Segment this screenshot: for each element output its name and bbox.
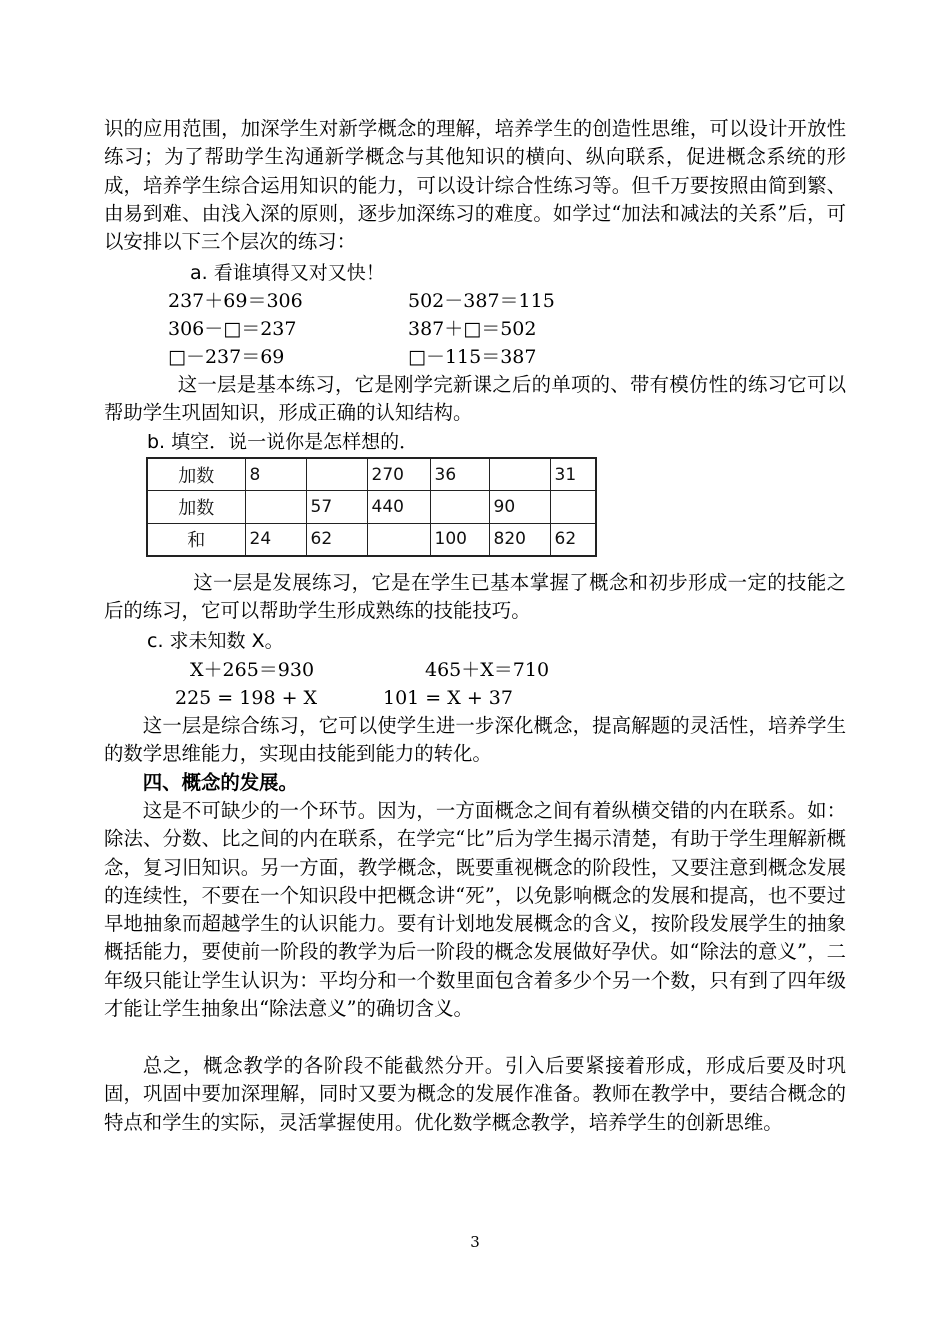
table-cell: 440 xyxy=(367,491,430,523)
table-cell: 100 xyxy=(430,523,489,556)
exercise-a-equation: 237＋69＝306 xyxy=(168,290,303,312)
exercise-a-title: a. 看谁填得又对又快！ xyxy=(190,262,385,284)
table-row-header: 和 xyxy=(147,523,245,556)
table-cell: 62 xyxy=(550,523,596,556)
exercise-c-title: c. 求未知数 X。 xyxy=(147,630,284,652)
table-cell: 24 xyxy=(245,523,306,556)
exercise-a-comment: 这一层是基本练习，它是刚学完新课之后的单项的、带有模仿性的练习它可以帮助学生巩固知识，形成正确的认知结构。 xyxy=(104,373,846,425)
exercise-a-equation: □－237＝69 xyxy=(168,346,285,368)
table-cell xyxy=(245,491,306,523)
table-cell: 8 xyxy=(245,458,306,491)
exercise-c-comment: 这一层是综合练习，它可以使学生进一步深化概念，提高解题的灵活性，培养学生的数学思维能力，实现由技能到能力的转化。 xyxy=(104,714,846,766)
exercise-c-equation: 225 = 198 + X xyxy=(175,687,318,709)
addition-table xyxy=(146,457,597,557)
exercise-c-equation: 465＋X＝710 xyxy=(425,659,550,681)
table-cell: 31 xyxy=(550,458,596,491)
exercise-b-title: b. 填空．说一说你是怎样想的． xyxy=(147,431,419,453)
section-heading: 四、概念的发展。 xyxy=(142,771,298,794)
table-cell xyxy=(489,458,550,491)
intro-paragraph: 识的应用范围，加深学生对新学概念的理解，培养学生的创造性思维，可以设计开放性练习；为了帮助学生沟通新学概念与其他知识的横向、纵向联系，促进概念系统的形成，培养学生综合运用知识的能力，可以设计综合性练习等。但千万要按照由简到繁、由易到难、由浅入深的原则，逐步加深练习的难度。如学过“加法和减法的关系”后，可以安排以下三个层次的练习： xyxy=(104,117,846,254)
table-row-header: 加数 xyxy=(147,491,245,523)
summary-paragraph: 总之，概念教学的各阶段不能截然分开。引入后要紧接着形成，形成后要及时巩固，巩固中要加深理解，同时又要为概念的发展作准备。教师在教学中，要结合概念的特点和学生的实际，灵活掌握使用。优化数学概念教学，培养学生的创新思维。 xyxy=(104,1054,846,1134)
exercise-c-equation: 101 = X + 37 xyxy=(383,687,513,709)
table-cell xyxy=(550,491,596,523)
table-cell: 90 xyxy=(489,491,550,523)
exercise-a-equation: 387＋□＝502 xyxy=(408,318,537,340)
exercise-b-comment: 这一层是发展练习，它是在学生已基本掌握了概念和初步形成一定的技能之后的练习，它可以帮助学生形成熟练的技能技巧。 xyxy=(104,571,846,623)
table-cell: 270 xyxy=(367,458,430,491)
table-row xyxy=(147,458,596,491)
table-cell xyxy=(306,458,367,491)
development-paragraph: 这是不可缺少的一个环节。因为，一方面概念之间有着纵横交错的内在联系。如：除法、分数、比之间的内在联系，在学完“比”后为学生揭示清楚，有助于学生理解新概念，复习旧知识。另一方面，教学概念，既要重视概念的阶段性，又要注意到概念发展的连续性，不要在一个知识段中把概念讲“死”，以免影响概念的发展和提高，也不要过早地抽象而超越学生的认识能力。要有计划地发展概念的含义，按阶段发展学生的抽象概括能力，要使前一阶段的教学为后一阶段的概念发展做好孕伏。如“除法的意义”，二年级只能让学生认识为：平均分和一个数里面包含着多少个另一个数，只有到了四年级才能让学生抽象出“除法意义”的确切含义。 xyxy=(104,799,846,1021)
exercise-a-equation: 306－□＝237 xyxy=(168,318,297,340)
table-row xyxy=(147,523,596,556)
exercise-a-equation: 502－387＝115 xyxy=(408,290,555,312)
exercise-a-equation: □－115＝387 xyxy=(408,346,537,368)
table-cell: 36 xyxy=(430,458,489,491)
page-number: 3 xyxy=(470,1233,480,1251)
table-cell: 57 xyxy=(306,491,367,523)
table-cell: 62 xyxy=(306,523,367,556)
table-cell xyxy=(367,523,430,556)
exercise-c-equation: X＋265＝930 xyxy=(190,659,315,681)
table-cell xyxy=(430,491,489,523)
table-row-header: 加数 xyxy=(147,458,245,491)
table-cell: 820 xyxy=(489,523,550,556)
table-row xyxy=(147,491,596,523)
